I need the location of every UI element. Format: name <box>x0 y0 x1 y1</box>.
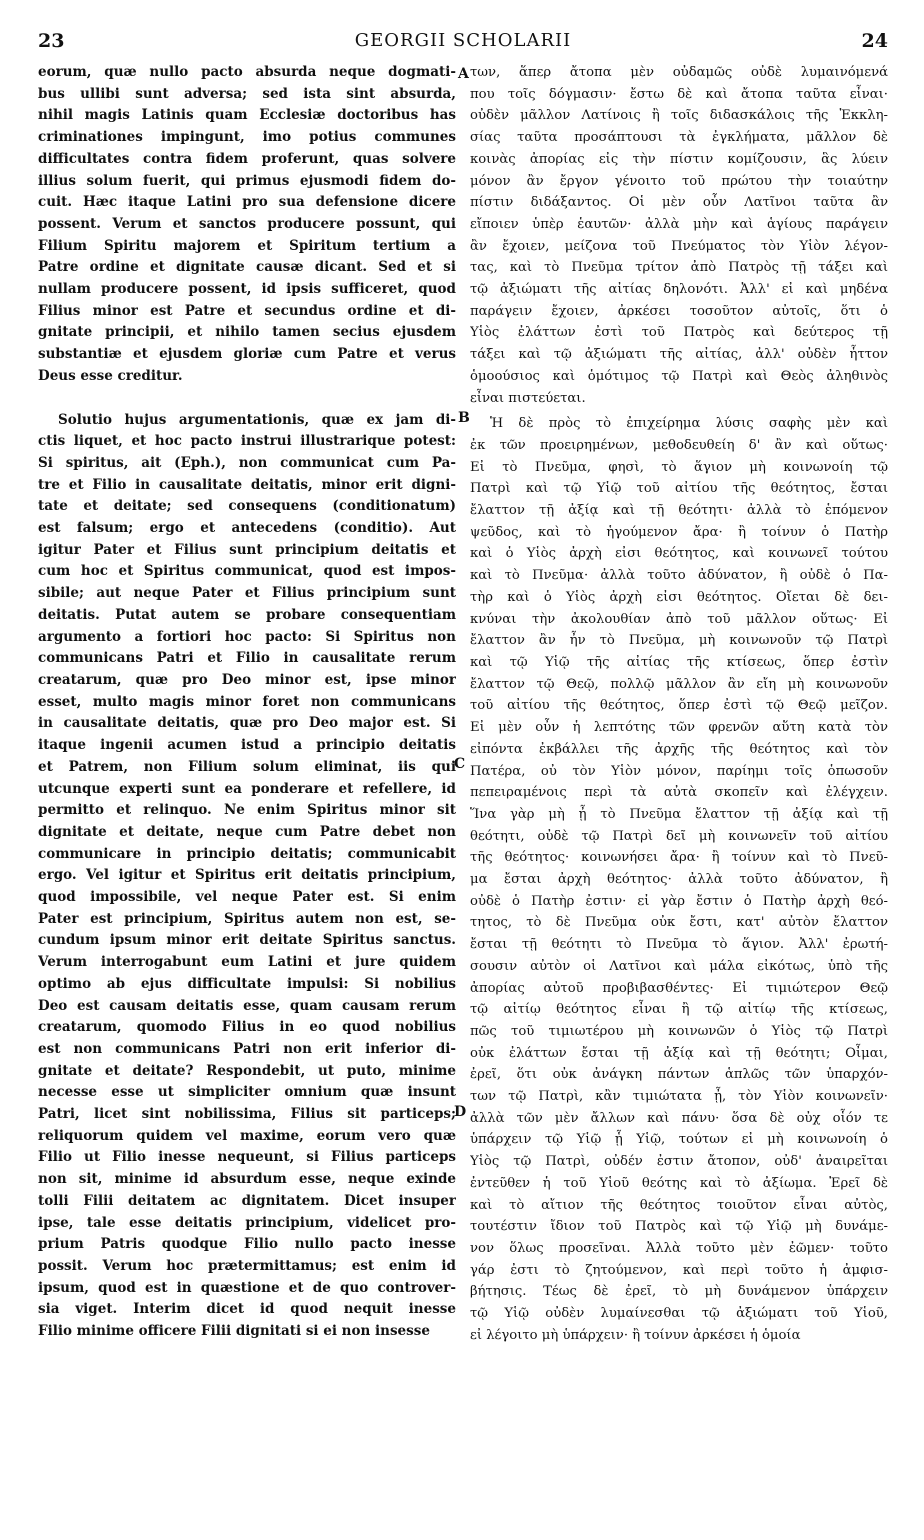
text-line: non sit, minime id absurdum esse, neque exinde <box>38 1171 456 1188</box>
text-line: γάρ ἐστι τὸ ζητούμενον, καὶ περὶ τοῦτο ἡ ἀμφισ- <box>470 1262 888 1278</box>
text-line: possit. Verum hoc prætermittamus; est enim id <box>38 1257 456 1274</box>
text-line: Ἵνα γὰρ μὴ ᾖ τὸ Πνεῦμα ἔλαττον τῇ ἀξίᾳ καὶ τῇ <box>470 806 888 822</box>
text-line: ἔλαττον τῷ Θεῷ, πολλῷ μᾶλλον ἂν εἴη μὴ κοινωνοῦν <box>470 676 888 692</box>
text-line: criminationes impingunt, imo potius communes <box>38 129 456 146</box>
latin-column <box>38 62 456 1343</box>
text-line: Filio minime officere Filii dignitati si ei non insesse <box>38 1323 430 1340</box>
text-line: τας, καὶ τὸ Πνεῦμα τρίτον ἀπὸ Πατρὸς τῇ τάξει καὶ <box>470 260 888 276</box>
text-line: οὐδὲν μᾶλλον Λατίνοις ἢ τοῖς διδασκάλοις τῆς Ἐκκλη- <box>470 108 888 124</box>
text-line: nihil magis Latinis quam Ecclesiæ doctoribus has <box>38 107 456 124</box>
text-line: cum hoc et Spiritus communicat, quod est impos- <box>38 563 456 580</box>
text-line: Deo est causam deitatis esse, quam causam rerum <box>38 997 456 1014</box>
text-line: dignitate et deitate, neque cum Patre debet non <box>38 823 456 840</box>
text-line: ἀλλὰ τῶν μὲν ἄλλων καὶ πάνυ· ὅσα δὲ οὐχ οἷόν τε <box>470 1110 888 1126</box>
text-line: esset, multo magis minor foret non communicans <box>38 693 456 710</box>
text-line: Filio ut Filio inesse nequeunt, si Filius particeps <box>38 1149 456 1166</box>
text-line: igitur Pater et Filius sunt principium deitatis et <box>38 541 456 558</box>
text-line: πῶς τοῦ τιμιωτέρου μὴ κοινωνῶν ὁ Υἱὸς τῷ Πατρὶ <box>470 1023 888 1039</box>
text-line: Filius minor est Patre et secundus ordine et di- <box>38 302 456 319</box>
page-header <box>38 30 888 58</box>
page-number-left: 23 <box>38 30 65 52</box>
text-line: tre et Filio in causalitate deitatis, minor erit digni- <box>38 476 456 493</box>
margin-marker-a: A <box>458 66 469 82</box>
text-line: argumento a fortiori hoc pacto: Si Spiritus non <box>38 628 456 645</box>
text-line: τητος, τὸ δὲ Πνεῦμα οὐκ ἔστι, κατ' αὐτὸν ἔλαττον <box>470 915 888 931</box>
margin-marker-b: B <box>458 410 470 426</box>
text-line: est falsum; ergo et antecedens (conditio). Aut <box>38 520 456 537</box>
text-line: τὴρ καὶ ὁ Υἱὸς ἀρχὴ εἰσι θεότητος. Οἴεται δὲ δει- <box>470 589 888 605</box>
text-line: Ἡ δὲ πρὸς τὸ ἐπιχείρημα λύσις σαφὴς μὲν καὶ <box>490 416 888 432</box>
text-line: substantiæ et ejusdem gloriæ cum Patre et verus <box>38 346 456 363</box>
text-line: βήτησις. Τέως δὲ ἐρεῖ, τὸ μὴ δυνάμενον ὑπάρχειν <box>470 1284 888 1300</box>
text-line: eorum, quæ nullo pacto absurda neque dogmati- <box>38 64 456 80</box>
text-line: τῆς θεότητος· κοινωνήσει ἄρα· ἢ τοίνυν καὶ τὸ Πνεῦ- <box>470 850 888 866</box>
text-line: Patre ordine et dignitate causæ dicant. Sed et si <box>38 259 456 276</box>
text-line: ipsum, quod est in quæstione et de quo controver- <box>38 1279 456 1296</box>
text-line: creatarum, quæ pro Deo minor est, ipse minor <box>38 671 456 688</box>
text-line: κοινὰς ἀπορίας εἰς τὴν πίστιν κομίζουσιν, ἃς λύειν <box>470 151 888 167</box>
text-line: ὑπάρχειν τῷ Υἱῷ ᾗ Υἱῷ, τούτων εἰ μὴ κοινωνοίη ὁ <box>470 1132 888 1148</box>
text-line: τῷ αἰτίῳ θεότητος εἶναι ἢ τῷ αἰτίῳ τῆς κτίσεως, <box>470 1002 888 1018</box>
page-number-right: 24 <box>861 30 888 52</box>
text-line: ἔσται τῇ θεότητι τὸ Πνεῦμα τὸ ἅγιον. Ἀλλ' ἐρωτή- <box>470 937 888 953</box>
text-line: εἶναι πιστεύεται. <box>470 390 586 406</box>
text-line: των τῷ Πατρὶ, κἂν τιμιώτατα ᾖ, τὸν Υἱὸν κοινωνεῖν· <box>470 1089 888 1105</box>
running-title: GEORGII SCHOLARII <box>354 30 572 51</box>
text-line: difficultates contra fidem proferunt, quas solvere <box>38 150 456 167</box>
text-line: necesse esse ut simpliciter omnium quæ insunt <box>38 1084 456 1101</box>
text-line: κνύναι τὴν ἀκολουθίαν ἀπὸ τοῦ μᾶλλον οὕτως· Εἰ <box>470 611 888 627</box>
text-line: permitto et relinquo. Ne enim Spiritus minor sit <box>38 802 456 819</box>
text-line: gnitate principii, et nihilo tamen secius ejusdem <box>38 324 456 341</box>
text-line: Verum interrogabunt eum Latini et jure quidem <box>38 954 456 971</box>
text-line: ἐντεῦθεν ἡ τοῦ Υἱοῦ θεότης καὶ τὸ ἀξίωμα. Ἐρεῖ δὲ <box>470 1175 888 1191</box>
text-line: ἐκ τῶν προειρημένων, μεθοδευθείη δ' ἂν καὶ οὕτως· <box>470 437 888 453</box>
text-line: ψεῦδος, καὶ τὸ ἡγούμενον ἄρα· ἢ τοίνυν ὁ Πατὴρ <box>470 524 888 540</box>
text-line: tolli Filii deitatem ac dignitatem. Dicet insuper <box>38 1192 456 1209</box>
text-line: παράγειν ἔχοιεν, ἀρκέσει τοσοῦτον αὐτοῖς, ὅτι ὁ <box>470 303 888 319</box>
margin-marker-d: D <box>454 1104 467 1120</box>
text-line: bus ullibi sunt adversa; sed ista sint absurda, <box>38 85 456 102</box>
text-line: ὁμοούσιος καὶ ὁμότιμος τῷ Πατρὶ καὶ Θεὸς ἀληθινὸς <box>470 368 888 384</box>
text-line: Patri, licet sint nobilissima, Filius sit particeps; <box>38 1106 456 1123</box>
text-line: ἔλαττον τῇ ἀξίᾳ καὶ τῇ θεότητι· ἀλλὰ τὸ ἑπόμενον <box>470 503 888 519</box>
greek-paragraph-1 <box>470 62 888 409</box>
text-line: optimo ab ejus difficultate impulsi: Si nobilius <box>38 975 456 992</box>
greek-column <box>470 62 888 1346</box>
text-line: Deus esse creditur. <box>38 367 183 384</box>
text-line: Εἰ τὸ Πνεῦμα, φησὶ, τὸ ἅγιον μὴ κοινωνοίη τῷ <box>470 459 888 475</box>
text-line: Εἰ μὲν οὖν ἡ λεπτότης τῶν φρενῶν αὕτη κατὰ τὸν <box>470 720 888 736</box>
text-line: πεπειραμένοις περὶ τὰ αὐτὰ σκοπεῖν καὶ ἐλέγχειν. <box>470 785 888 801</box>
text-line: est non communicans Patri non erit inferior di- <box>38 1040 456 1057</box>
text-line: ἀπορίας αὐτοῦ προβιβασθέντες· Εἰ τιμιώτερον Θεῷ <box>470 980 888 996</box>
text-line: που τοῖς δόγμασιν· ἔστω δὲ καὶ ἄτοπα ταῦτα εἶναι· <box>470 86 888 102</box>
text-line: utcunque experti sunt ea ponderare et refellere, id <box>38 780 456 797</box>
text-line: καὶ ὁ Υἱὸς ἀρχὴ εἰσι θεότητος, καὶ κοινωνεῖ τούτου <box>470 546 888 562</box>
text-line: θεότητι, οὐδὲ τῷ Πατρὶ δεῖ μὴ κοινωνεῖν τοῦ αἰτίου <box>470 828 888 844</box>
greek-paragraph-2 <box>470 413 888 1346</box>
text-line: prium Patris quodque Filio nullo pacto inesse <box>38 1236 456 1253</box>
text-line: ipse, tale esse deitatis principium, videlicet pro- <box>38 1214 456 1231</box>
text-line: εἰ λέγοιτο μὴ ὑπάρχειν· ἢ τοίνυν ἀρκέσει ἡ ὁμοία <box>470 1327 801 1343</box>
text-line: communicans Patri et Filio in causalitate rerum <box>38 650 456 667</box>
text-line: possent. Verum et sanctos producere possunt, qui <box>38 215 456 232</box>
text-line: quod impossibile, vel neque Pater est. Si enim <box>38 889 456 906</box>
text-line: μα ἔσται ἀρχὴ θεότητος· ἀλλὰ τοῦτο ἀδύνατον, ἢ <box>470 872 888 888</box>
text-line: illius solum fuerit, qui primus ejusmodi fidem do- <box>38 172 456 189</box>
text-line: reliquorum quidem vel maxime, eorum vero quæ <box>38 1127 456 1144</box>
text-line: Πατέρα, οὐ τὸν Υἱὸν μόνον, παρίημι τοῖς ὁπωσοῦν <box>470 763 888 779</box>
text-line: καὶ τῷ Υἱῷ τῆς αἰτίας τῆς κτίσεως, ὅπερ ἐστὶν <box>470 654 888 670</box>
text-line: gnitate et deitate? Respondebit, ut puto, minime <box>38 1062 456 1079</box>
text-line: ctis liquet, et hoc pacto instrui illustrarique potest: <box>38 433 456 450</box>
text-line: μόνον ἂν ἔργον γένοιτο τοῦ πρώτου τὴν τοιαύτην <box>470 173 888 189</box>
text-line: οὐκ ἐλάττων ἔσται τῇ ἀξίᾳ καὶ τῇ θεότητι; Οἶμαι, <box>470 1045 888 1061</box>
text-line: in causalitate deitatis, quæ pro Deo major est. Si <box>38 715 456 732</box>
text-line: Υἱὸς τῷ Πατρὶ, οὐδέν ἐστιν ἄτοπον, οὐδ' ἀναιρεῖται <box>470 1154 888 1170</box>
text-line: τάξει καὶ τῷ ἀξιώματι τῆς αἰτίας, ἀλλ' οὐδὲν ἧττον <box>470 347 888 363</box>
latin-paragraph-1 <box>38 62 456 388</box>
text-line: sia viget. Interim dicet id quod nequit inesse <box>38 1301 456 1318</box>
text-line: Filium Spiritu majorem et Spiritum tertium a <box>38 237 456 254</box>
text-line: Si spiritus, ait (Eph.), non communicat cum Pa- <box>38 454 456 471</box>
text-line: ergo. Vel igitur et Spiritus erit deitatis principium, <box>38 867 456 884</box>
text-line: καὶ τὸ Πνεῦμα· ἀλλὰ τοῦτο ἀδύνατον, ἢ οὐδὲ ὁ Πα- <box>470 568 888 584</box>
text-line: καὶ τὸ αἴτιον τῆς θεότητος τοιοῦτον εἶναι αὐτὸς, <box>470 1197 888 1213</box>
text-line: νον ὅλως προσεῖναι. Ἀλλὰ τοῦτο μὲν ἐῶμεν· τοῦτο <box>470 1240 888 1256</box>
text-line: τουτέστιν ἴδιον τοῦ Πατρὸς καὶ τῷ Υἱῷ μὴ δυνάμε- <box>470 1219 888 1235</box>
text-line: creatarum, quomodo Filius in eo quod nobilius <box>38 1019 456 1036</box>
text-line: Πατρὶ καὶ τῷ Υἱῷ τοῦ αἰτίου τῆς θεότητος, ἔσται <box>470 481 888 497</box>
text-line: Υἱὸς ἐλάττων ἐστὶ τοῦ Πατρὸς καὶ δεύτερος τῇ <box>470 325 888 341</box>
text-line: tate et deitate; sed consequens (conditionatum) <box>38 498 456 515</box>
text-line: πίστιν διδάξαντος. Οἱ μὲν οὖν Λατῖνοι ταῦτα ἂν <box>470 195 888 211</box>
latin-paragraph-2 <box>38 410 456 1343</box>
text-line: ἂν ἔχοιεν, μείζονα τοῦ Πνεύματος τὸν Υἱὸν λέγον- <box>470 238 888 254</box>
text-line: των, ἅπερ ἄτοπα μὲν οὐδαμῶς οὐδὲ λυμαινόμενά <box>470 65 888 80</box>
text-line: nullam producere possent, id ipsis sufficeret, quod <box>38 281 456 298</box>
margin-marker-c: C <box>454 756 466 772</box>
text-line: Solutio hujus argumentationis, quæ ex jam di- <box>58 411 456 428</box>
text-line: τῷ ἀξιώματι τῆς αἰτίας δηλονότι. Ἀλλ' εἰ καὶ μηδένα <box>470 282 888 298</box>
text-line: σουσιν αὐτὸν οἱ Λατῖνοι καὶ μάλα εἰκότως, ὑπὸ τῆς <box>470 958 888 974</box>
text-line: εἰπόντα ἐκβάλλει τῆς ἀρχῆς τῆς θεότητος καὶ τὸν <box>470 741 888 757</box>
text-line: et Patrem, non Filium solum eliminat, iis qui <box>38 758 456 775</box>
text-line: Pater est principium, Spiritus autem non est, se- <box>38 910 456 927</box>
text-line: τοῦ αἰτίου τῆς θεότητος, ὅπερ ἐστὶ τῷ Θεῷ μεῖζον. <box>470 698 888 714</box>
text-line: ἔλαττον ἂν ἦν τὸ Πνεῦμα, μὴ κοινωνοῦν τῷ Πατρὶ <box>470 633 888 649</box>
text-line: cundum ipsum minor erit deitate Spiritus sanctus. <box>38 932 456 949</box>
text-line: communicare in principio deitatis; communicabit <box>38 845 456 862</box>
text-line: cuit. Hæc itaque Latini pro sua defensione dicere <box>38 194 456 211</box>
text-line: τῷ Υἱῷ οὐδὲν λυμαίνεσθαι τῷ ἀξιώματι τοῦ Υἱοῦ, <box>470 1306 888 1322</box>
text-line: deitatis. Putat autem se probare consequentiam <box>38 606 456 623</box>
text-line: σίας ταῦτα προσάπτουσι τὰ ἐγκλήματα, μᾶλλον δὲ <box>470 130 888 146</box>
text-line: ἐρεῖ, ὅτι οὐκ ἀνάγκη πάντων ἁπλῶς τῶν ὑπαρχόν- <box>470 1067 888 1083</box>
text-line: οὐδὲ ὁ Πατὴρ ἐστιν· εἰ γὰρ ἔστιν ὁ Πατὴρ ἀρχὴ θεό- <box>470 893 888 909</box>
text-line: itaque ingenii acumen istud a principio deitatis <box>38 737 456 754</box>
text-line: sibile; aut neque Pater et Filius principium sunt <box>38 585 456 602</box>
text-line: εἴποιεν ὑπὲρ ἑαυτῶν· ἀλλὰ μὴν καὶ ἁγίους παράγειν <box>470 216 888 232</box>
